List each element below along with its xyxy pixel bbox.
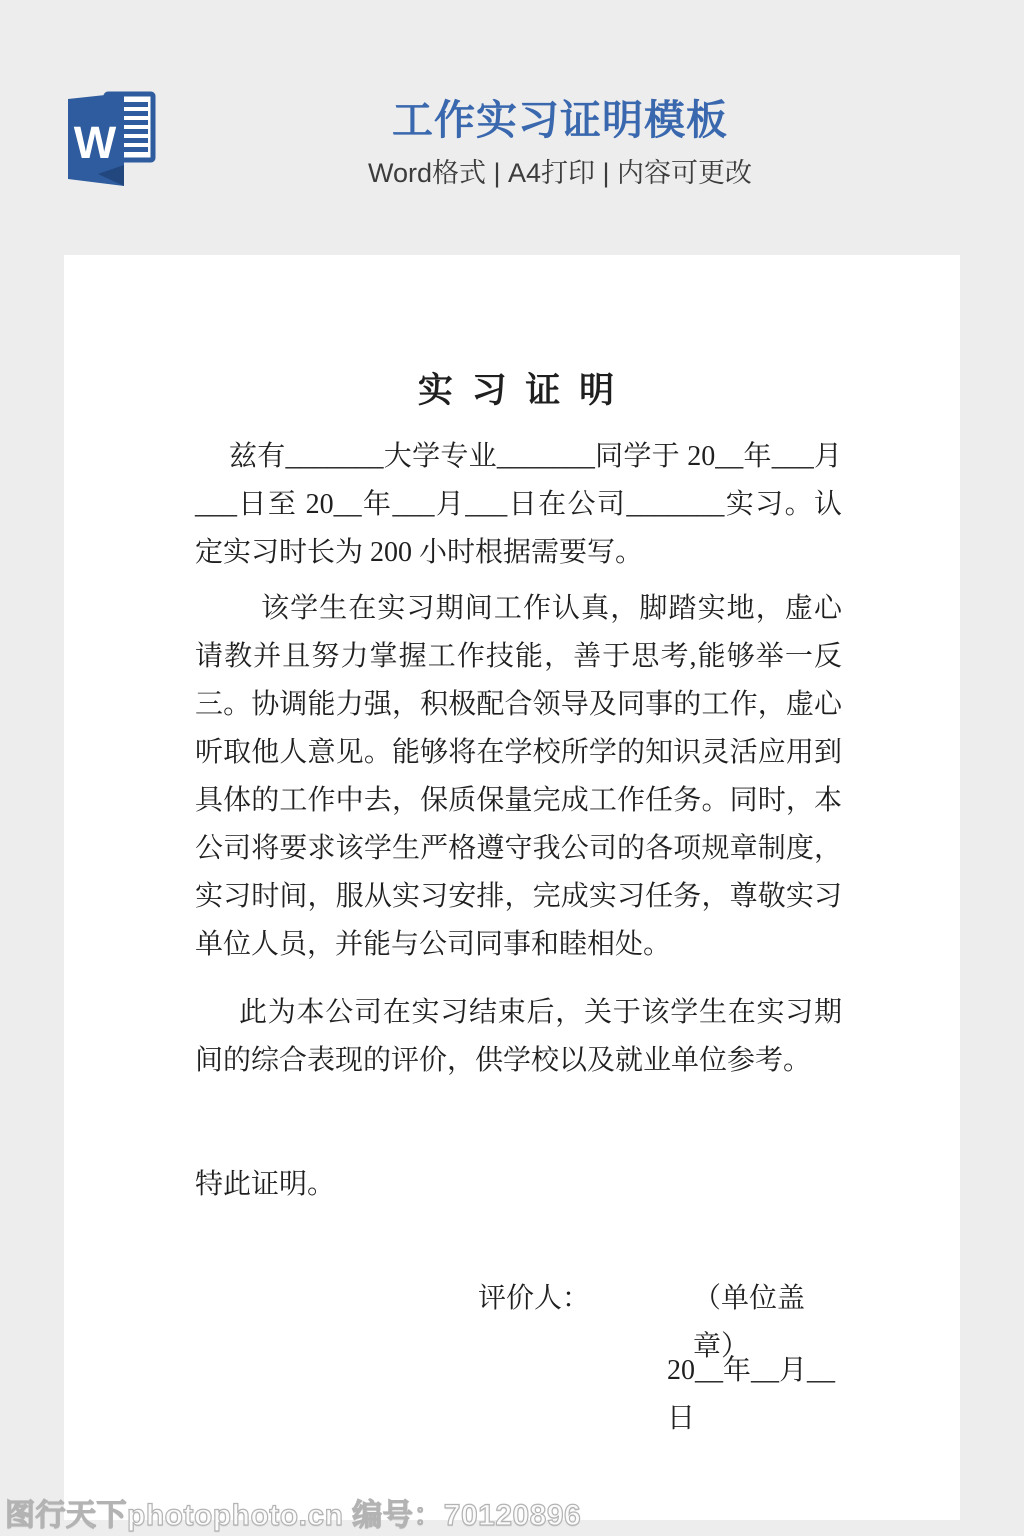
signature-row: [195, 1275, 842, 1362]
closing-statement: 特此证明。: [195, 1169, 336, 1200]
document-title: 实 习 证 明: [417, 371, 620, 410]
page-subtitle: Word格式 | A4打印 | 内容可更改: [367, 158, 753, 188]
evaluator-label: 评价人：: [478, 1283, 591, 1314]
word-icon: [64, 88, 161, 191]
header-text: [160, 96, 960, 189]
date-line: 20__年__月__日: [667, 1355, 836, 1434]
date-row: [195, 1347, 842, 1434]
paragraph-intro: 兹有_______大学专业_______同学于 20__年___月___日至 20__年___月___日在公司_______实习。认定实习时长为 200 小时根据需要写。: [195, 441, 842, 568]
site-watermark: 图行天下photophoto.cn 编号：70120896: [5, 1499, 582, 1532]
page-title: 工作实习证明模板: [392, 97, 728, 143]
word-icon-letter: W: [73, 117, 117, 168]
paragraph-purpose: 此为本公司在实习结束后，关于该学生在实习期间的综合表现的评价，供学校以及就业单位参考。: [195, 997, 842, 1076]
document-page: [64, 255, 960, 1520]
paragraph-evaluation: 该学生在实习期间工作认真，脚踏实地，虚心请教并且努力掌握工作技能，善于思考,能够举一反三。协调能力强，积极配合领导及同事的工作，虚心听取他人意见。能够将在学校所学的知识灵活应用到具体的工作中去，保质保量完成工作任务。同时，本公司将要求该学生严格遵守我公司的各项规章制度，实习时间，服从实习安排，完成实习任务，尊敬实习单位人员，并能与公司同事和睦相处。: [195, 593, 842, 960]
seal-label: （单位盖章）: [693, 1283, 806, 1362]
